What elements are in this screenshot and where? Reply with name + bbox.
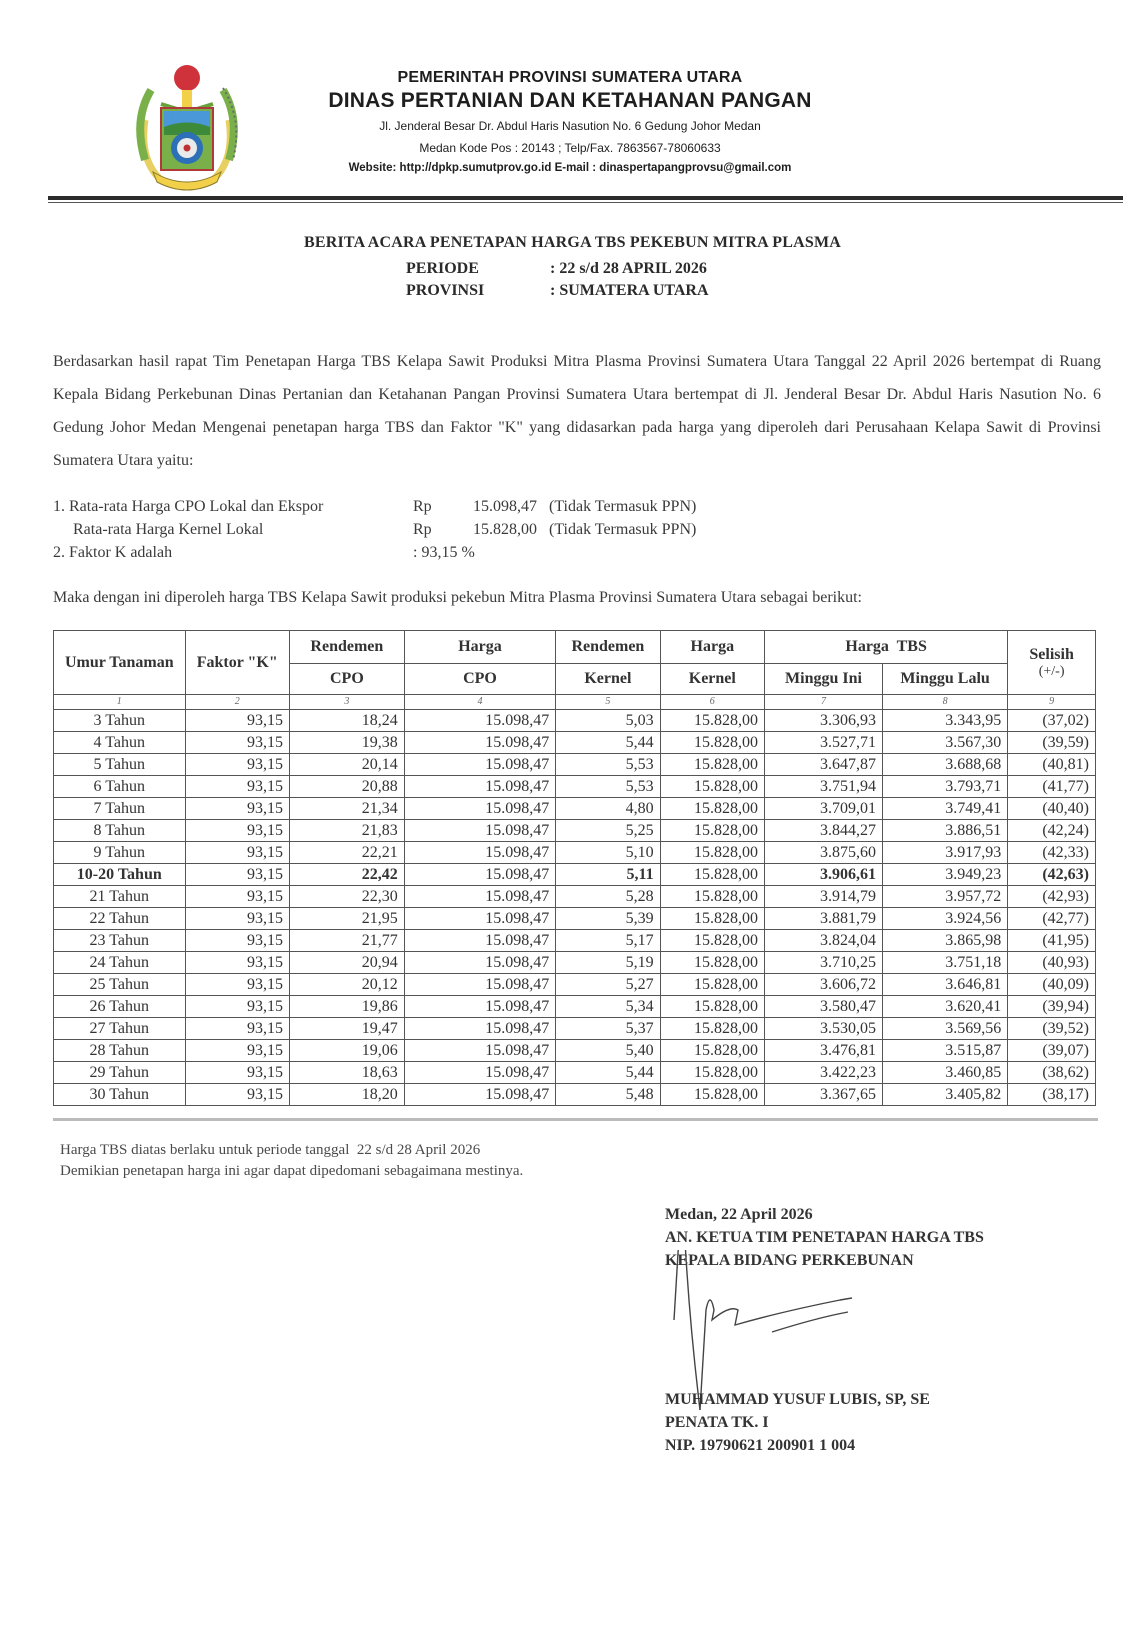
cell-umur: 26 Tahun <box>54 996 186 1018</box>
cell-umur: 6 Tahun <box>54 776 186 798</box>
cell-harga-cpo: 15.098,47 <box>404 996 555 1018</box>
cell-rendemen-cpo: 20,88 <box>289 776 404 798</box>
cell-minggu-ini: 3.906,61 <box>765 864 883 886</box>
cell-harga-kernel: 15.828,00 <box>660 930 764 952</box>
table-row <box>54 1018 1096 1040</box>
cell-selisih: (40,40) <box>1008 798 1096 820</box>
cell-rendemen-cpo: 20,12 <box>289 974 404 996</box>
column-number: 6 <box>660 695 764 710</box>
cell-harga-kernel: 15.828,00 <box>660 1084 764 1106</box>
header-kernel-price: Kernel <box>660 664 764 695</box>
cell-umur: 25 Tahun <box>54 974 186 996</box>
signer-nip: NIP. 19790621 200901 1 004 <box>665 1437 856 1454</box>
cell-minggu-lalu: 3.620,41 <box>882 996 1007 1018</box>
signer-name: MUHAMMAD YUSUF LUBIS, SP, SE <box>665 1391 930 1408</box>
cell-umur: 3 Tahun <box>54 710 186 732</box>
cell-rendemen-cpo: 21,77 <box>289 930 404 952</box>
cell-umur: 23 Tahun <box>54 930 186 952</box>
period-label: PERIODE <box>406 260 479 277</box>
table-row <box>54 974 1096 996</box>
cell-selisih: (38,17) <box>1008 1084 1096 1106</box>
header-cpo-price: CPO <box>404 664 555 695</box>
cell-harga-cpo: 15.098,47 <box>404 798 555 820</box>
website-email-line: Website: http://dpkp.sumutprov.go.id E-mail : dinaspertapangprovsu@gmail.com <box>348 162 792 174</box>
cell-selisih: (42,93) <box>1008 886 1096 908</box>
place-date: Medan, 22 April 2026 <box>665 1206 813 1223</box>
agency-name: DINAS PERTANIAN DAN KETAHANAN PANGAN <box>328 89 812 112</box>
cell-faktor-k: 93,15 <box>185 798 289 820</box>
cell-faktor-k: 93,15 <box>185 776 289 798</box>
cell-harga-kernel: 15.828,00 <box>660 820 764 842</box>
table-row <box>54 710 1096 732</box>
cell-rendemen-kernel: 5,28 <box>556 886 660 908</box>
cell-minggu-lalu: 3.515,87 <box>882 1040 1007 1062</box>
cell-faktor-k: 93,15 <box>185 1084 289 1106</box>
cell-minggu-ini: 3.710,25 <box>765 952 883 974</box>
cell-faktor-k: 93,15 <box>185 1018 289 1040</box>
period-value: : 22 s/d 28 APRIL 2026 <box>550 260 707 277</box>
cell-harga-kernel: 15.828,00 <box>660 996 764 1018</box>
tbs-price-table <box>53 630 1096 1106</box>
cell-minggu-ini: 3.875,60 <box>765 842 883 864</box>
header-selisih-label: Selisih <box>1029 645 1074 663</box>
cell-minggu-lalu: 3.917,93 <box>882 842 1007 864</box>
cell-minggu-ini: 3.476,81 <box>765 1040 883 1062</box>
cell-rendemen-cpo: 22,30 <box>289 886 404 908</box>
cell-selisih: (40,81) <box>1008 754 1096 776</box>
fact-value: 15.828,00 <box>473 520 537 538</box>
cell-selisih: (40,93) <box>1008 952 1096 974</box>
cell-harga-cpo: 15.098,47 <box>404 820 555 842</box>
header-kernel: Kernel <box>556 664 660 695</box>
cell-harga-cpo: 15.098,47 <box>404 1040 555 1062</box>
cell-umur: 4 Tahun <box>54 732 186 754</box>
cell-rendemen-cpo: 21,34 <box>289 798 404 820</box>
table-row <box>54 886 1096 908</box>
cell-minggu-ini: 3.527,71 <box>765 732 883 754</box>
cell-minggu-lalu: 3.569,56 <box>882 1018 1007 1040</box>
table-row <box>54 930 1096 952</box>
cell-rendemen-kernel: 5,17 <box>556 930 660 952</box>
cell-rendemen-cpo: 18,20 <box>289 1084 404 1106</box>
fact-label: 1. Rata-rata Harga CPO Lokal dan Ekspor <box>53 497 324 515</box>
closing-note: Demikian penetapan harga ini agar dapat dipedomani sebagaimana mestinya. <box>60 1163 524 1179</box>
fact-note: (Tidak Termasuk PPN) <box>549 520 697 538</box>
cell-selisih: (41,77) <box>1008 776 1096 798</box>
cell-rendemen-cpo: 22,21 <box>289 842 404 864</box>
cell-faktor-k: 93,15 <box>185 710 289 732</box>
table-row <box>54 908 1096 930</box>
cell-umur: 27 Tahun <box>54 1018 186 1040</box>
cell-rendemen-cpo: 19,47 <box>289 1018 404 1040</box>
signer-block <box>665 1388 930 1457</box>
cell-umur: 10-20 Tahun <box>54 864 186 886</box>
cell-minggu-lalu: 3.949,23 <box>882 864 1007 886</box>
province-row <box>406 280 709 302</box>
cell-harga-kernel: 15.828,00 <box>660 732 764 754</box>
header-cpo: CPO <box>289 664 404 695</box>
cell-minggu-ini: 3.751,94 <box>765 776 883 798</box>
cell-minggu-lalu: 3.405,82 <box>882 1084 1007 1106</box>
table-intro: Maka dengan ini diperoleh harga TBS Kelapa Sawit produksi pekebun Mitra Plasma Provinsi Sumatera Utara sebagai berikut: <box>53 589 862 606</box>
cell-rendemen-kernel: 5,44 <box>556 732 660 754</box>
cell-selisih: (39,59) <box>1008 732 1096 754</box>
province-value: : SUMATERA UTARA <box>550 282 709 299</box>
cell-minggu-ini: 3.606,72 <box>765 974 883 996</box>
cell-faktor-k: 93,15 <box>185 754 289 776</box>
on-behalf-line: AN. KETUA TIM PENETAPAN HARGA TBS <box>665 1229 984 1246</box>
cell-umur: 30 Tahun <box>54 1084 186 1106</box>
cell-umur: 24 Tahun <box>54 952 186 974</box>
fact-currency: Rp <box>413 520 432 538</box>
cell-minggu-ini: 3.530,05 <box>765 1018 883 1040</box>
cell-rendemen-kernel: 5,25 <box>556 820 660 842</box>
cell-harga-kernel: 15.828,00 <box>660 908 764 930</box>
cell-rendemen-kernel: 5,48 <box>556 1084 660 1106</box>
cell-minggu-lalu: 3.460,85 <box>882 1062 1007 1084</box>
cell-minggu-ini: 3.367,65 <box>765 1084 883 1106</box>
header-harga-tbs: Harga TBS <box>765 631 1008 664</box>
cell-umur: 22 Tahun <box>54 908 186 930</box>
address-line: Jl. Jenderal Besar Dr. Abdul Haris Nasution No. 6 Gedung Johor Medan <box>379 119 761 133</box>
column-number: 5 <box>556 695 660 710</box>
cell-selisih: (42,77) <box>1008 908 1096 930</box>
header-selisih-sub: (+/-) <box>1038 663 1065 679</box>
cell-faktor-k: 93,15 <box>185 864 289 886</box>
cell-rendemen-kernel: 5,53 <box>556 776 660 798</box>
cell-minggu-ini: 3.914,79 <box>765 886 883 908</box>
postal-phone-line: Medan Kode Pos : 20143 ; Telp/Fax. 7863567-78060633 <box>419 141 721 155</box>
cell-umur: 21 Tahun <box>54 886 186 908</box>
cell-minggu-lalu: 3.343,95 <box>882 710 1007 732</box>
cell-rendemen-kernel: 5,03 <box>556 710 660 732</box>
table-row <box>54 864 1096 886</box>
column-number: 4 <box>404 695 555 710</box>
table-row <box>54 776 1096 798</box>
cell-harga-cpo: 15.098,47 <box>404 754 555 776</box>
column-number: 9 <box>1008 695 1096 710</box>
validity-note: Harga TBS diatas berlaku untuk periode tanggal 22 s/d 28 April 2026 <box>60 1142 481 1158</box>
cell-rendemen-kernel: 5,39 <box>556 908 660 930</box>
column-number: 2 <box>185 695 289 710</box>
cell-minggu-lalu: 3.646,81 <box>882 974 1007 996</box>
header-harga-kernel: Harga <box>660 631 764 664</box>
cell-minggu-ini: 3.881,79 <box>765 908 883 930</box>
fact-value: : 93,15 % <box>413 543 475 561</box>
cell-rendemen-cpo: 18,24 <box>289 710 404 732</box>
title-meta <box>406 258 709 302</box>
cell-rendemen-kernel: 5,34 <box>556 996 660 1018</box>
cell-minggu-lalu: 3.957,72 <box>882 886 1007 908</box>
cell-harga-cpo: 15.098,47 <box>404 1062 555 1084</box>
cell-rendemen-kernel: 5,27 <box>556 974 660 996</box>
cell-harga-kernel: 15.828,00 <box>660 798 764 820</box>
cell-harga-cpo: 15.098,47 <box>404 864 555 886</box>
table-row <box>54 842 1096 864</box>
cell-faktor-k: 93,15 <box>185 930 289 952</box>
cell-harga-kernel: 15.828,00 <box>660 864 764 886</box>
document-title: BERITA ACARA PENETAPAN HARGA TBS PEKEBUN MITRA PLASMA <box>303 234 842 251</box>
header-selisih <box>1008 631 1096 695</box>
cell-selisih: (42,24) <box>1008 820 1096 842</box>
cell-rendemen-kernel: 5,44 <box>556 1062 660 1084</box>
cell-rendemen-cpo: 21,95 <box>289 908 404 930</box>
table-header-row <box>54 631 1096 664</box>
letterhead-divider-thin <box>48 202 1123 203</box>
cell-harga-kernel: 15.828,00 <box>660 710 764 732</box>
table-row <box>54 952 1096 974</box>
table-row <box>54 732 1096 754</box>
cell-harga-cpo: 15.098,47 <box>404 886 555 908</box>
cell-harga-cpo: 15.098,47 <box>404 842 555 864</box>
cell-faktor-k: 93,15 <box>185 996 289 1018</box>
cell-harga-kernel: 15.828,00 <box>660 1062 764 1084</box>
cell-minggu-lalu: 3.567,30 <box>882 732 1007 754</box>
cell-umur: 5 Tahun <box>54 754 186 776</box>
letterhead-divider <box>48 196 1123 200</box>
cell-rendemen-cpo: 20,14 <box>289 754 404 776</box>
cell-harga-cpo: 15.098,47 <box>404 1018 555 1040</box>
cell-minggu-lalu: 3.749,41 <box>882 798 1007 820</box>
table-row <box>54 1062 1096 1084</box>
table-body <box>54 710 1096 1106</box>
fact-kernel-price <box>53 518 696 541</box>
cell-faktor-k: 93,15 <box>185 908 289 930</box>
cell-rendemen-cpo: 19,06 <box>289 1040 404 1062</box>
cell-minggu-lalu: 3.793,71 <box>882 776 1007 798</box>
cell-umur: 29 Tahun <box>54 1062 186 1084</box>
cell-umur: 7 Tahun <box>54 798 186 820</box>
fact-cpo-price <box>53 495 696 518</box>
cell-harga-kernel: 15.828,00 <box>660 1018 764 1040</box>
cell-harga-kernel: 15.828,00 <box>660 952 764 974</box>
cell-harga-kernel: 15.828,00 <box>660 842 764 864</box>
cell-minggu-ini: 3.824,04 <box>765 930 883 952</box>
cell-selisih: (40,09) <box>1008 974 1096 996</box>
cell-minggu-ini: 3.580,47 <box>765 996 883 1018</box>
government-name: PEMERINTAH PROVINSI SUMATERA UTARA <box>397 69 743 86</box>
cell-harga-kernel: 15.828,00 <box>660 754 764 776</box>
cell-rendemen-cpo: 19,38 <box>289 732 404 754</box>
cell-harga-cpo: 15.098,47 <box>404 710 555 732</box>
cell-minggu-lalu: 3.751,18 <box>882 952 1007 974</box>
cell-faktor-k: 93,15 <box>185 952 289 974</box>
cell-umur: 9 Tahun <box>54 842 186 864</box>
cell-harga-cpo: 15.098,47 <box>404 1084 555 1106</box>
column-number: 1 <box>54 695 186 710</box>
cell-minggu-ini: 3.844,27 <box>765 820 883 842</box>
fact-label: Rata-rata Harga Kernel Lokal <box>73 520 264 538</box>
cell-umur: 28 Tahun <box>54 1040 186 1062</box>
table-row <box>54 754 1096 776</box>
fact-value: 15.098,47 <box>473 497 537 515</box>
cell-rendemen-kernel: 5,19 <box>556 952 660 974</box>
column-number: 7 <box>765 695 883 710</box>
fact-k-factor <box>53 541 696 564</box>
fact-label: 2. Faktor K adalah <box>53 543 173 561</box>
cell-rendemen-kernel: 5,40 <box>556 1040 660 1062</box>
cell-minggu-lalu: 3.865,98 <box>882 930 1007 952</box>
table-row <box>54 820 1096 842</box>
fact-note: (Tidak Termasuk PPN) <box>549 497 697 515</box>
table-row <box>54 1084 1096 1106</box>
header-umur-tanaman: Umur Tanaman <box>54 631 186 695</box>
cell-minggu-lalu: 3.886,51 <box>882 820 1007 842</box>
cell-selisih: (39,07) <box>1008 1040 1096 1062</box>
table-row <box>54 1040 1096 1062</box>
cell-rendemen-kernel: 5,53 <box>556 754 660 776</box>
cell-faktor-k: 93,15 <box>185 842 289 864</box>
cell-minggu-lalu: 3.924,56 <box>882 908 1007 930</box>
cell-umur: 8 Tahun <box>54 820 186 842</box>
header-minggu-ini: Minggu Ini <box>765 664 883 695</box>
cell-selisih: (37,02) <box>1008 710 1096 732</box>
fact-currency: Rp <box>413 497 432 515</box>
cell-harga-cpo: 15.098,47 <box>404 974 555 996</box>
cell-rendemen-kernel: 4,80 <box>556 798 660 820</box>
cell-selisih: (42,63) <box>1008 864 1096 886</box>
cell-rendemen-cpo: 21,83 <box>289 820 404 842</box>
cell-minggu-ini: 3.306,93 <box>765 710 883 732</box>
cell-minggu-ini: 3.422,23 <box>765 1062 883 1084</box>
position-line: KEPALA BIDANG PERKEBUNAN <box>665 1252 914 1269</box>
column-number: 3 <box>289 695 404 710</box>
opening-paragraph: Berdasarkan hasil rapat Tim Penetapan Harga TBS Kelapa Sawit Produksi Mitra Plasma Provinsi Sumatera Utara Tanggal 22 April 2026 bertempat di Ruang Kepala Bidang Perkebunan Dinas Pertanian dan Ketahanan Pangan Provinsi Sumatera Utara bertempat di Jl. Jenderal Besar Dr. Abdul Haris Nasution No. 6 Gedung Johor Medan Mengenai penetapan harga TBS dan Faktor "K" yang didasarkan pada harga yang diperoleh dari Perusahaan Kelapa Sawit di Provinsi Sumatera Utara yaitu: <box>53 353 1101 469</box>
cell-rendemen-kernel: 5,37 <box>556 1018 660 1040</box>
cell-minggu-lalu: 3.688,68 <box>882 754 1007 776</box>
cell-faktor-k: 93,15 <box>185 1062 289 1084</box>
cell-rendemen-cpo: 18,63 <box>289 1062 404 1084</box>
cell-rendemen-cpo: 22,42 <box>289 864 404 886</box>
cell-rendemen-cpo: 19,86 <box>289 996 404 1018</box>
table-bottom-edge <box>53 1118 1098 1121</box>
header-harga-cpo: Harga <box>404 631 555 664</box>
cell-faktor-k: 93,15 <box>185 974 289 996</box>
header-rendemen-cpo: Rendemen <box>289 631 404 664</box>
cell-faktor-k: 93,15 <box>185 820 289 842</box>
letterhead <box>270 68 870 178</box>
cell-harga-cpo: 15.098,47 <box>404 908 555 930</box>
table-row <box>54 798 1096 820</box>
signer-rank: PENATA TK. I <box>665 1414 769 1431</box>
cell-rendemen-kernel: 5,10 <box>556 842 660 864</box>
column-number: 8 <box>882 695 1007 710</box>
table-row <box>54 996 1096 1018</box>
cell-selisih: (39,52) <box>1008 1018 1096 1040</box>
cell-harga-cpo: 15.098,47 <box>404 776 555 798</box>
cell-harga-cpo: 15.098,47 <box>404 732 555 754</box>
provincial-emblem-icon <box>131 60 243 194</box>
cell-faktor-k: 93,15 <box>185 1040 289 1062</box>
cell-selisih: (38,62) <box>1008 1062 1096 1084</box>
column-number-row <box>54 695 1096 710</box>
cell-harga-kernel: 15.828,00 <box>660 776 764 798</box>
cell-minggu-ini: 3.709,01 <box>765 798 883 820</box>
price-facts <box>53 495 696 564</box>
province-label: PROVINSI <box>406 282 485 299</box>
cell-rendemen-cpo: 20,94 <box>289 952 404 974</box>
cell-faktor-k: 93,15 <box>185 732 289 754</box>
cell-selisih: (39,94) <box>1008 996 1096 1018</box>
header-rendemen-kernel: Rendemen <box>556 631 660 664</box>
cell-harga-kernel: 15.828,00 <box>660 974 764 996</box>
header-faktor-k: Faktor "K" <box>185 631 289 695</box>
cell-harga-kernel: 15.828,00 <box>660 886 764 908</box>
cell-selisih: (42,33) <box>1008 842 1096 864</box>
cell-faktor-k: 93,15 <box>185 886 289 908</box>
cell-selisih: (41,95) <box>1008 930 1096 952</box>
cell-minggu-ini: 3.647,87 <box>765 754 883 776</box>
cell-harga-kernel: 15.828,00 <box>660 1040 764 1062</box>
cell-harga-cpo: 15.098,47 <box>404 930 555 952</box>
cell-harga-cpo: 15.098,47 <box>404 952 555 974</box>
period-row <box>406 258 709 280</box>
cell-rendemen-kernel: 5,11 <box>556 864 660 886</box>
header-minggu-lalu: Minggu Lalu <box>882 664 1007 695</box>
closing-notes <box>60 1140 523 1182</box>
